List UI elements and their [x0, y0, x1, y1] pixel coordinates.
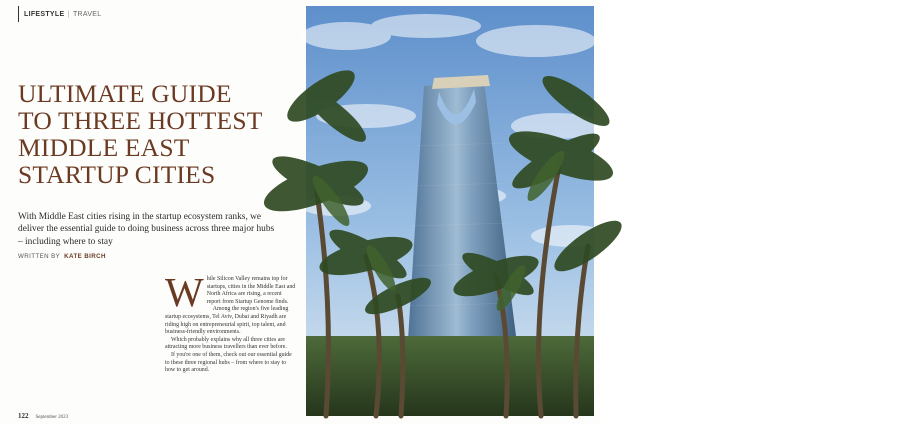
drop-cap: W	[165, 269, 204, 315]
section-rule	[18, 6, 19, 22]
standfirst: With Middle East cities rising in the startup ecosystem ranks, we deliver the essential guide to doing business across three major hubs – including where to stay	[18, 212, 275, 247]
section-separator: |	[67, 11, 70, 18]
body-column	[165, 269, 297, 375]
folio	[18, 405, 68, 423]
headline-line: MIDDLE EAST	[18, 133, 190, 162]
photo-illustration	[306, 6, 594, 416]
article-headline	[18, 80, 298, 188]
byline	[18, 253, 106, 260]
page-number: 122	[18, 412, 29, 420]
body-paragraph: Which probably explains why all three cities are attracting more business travellers than ever before.	[165, 336, 287, 351]
headline-line: STARTUP CITIES	[18, 160, 216, 189]
issue-date: September 2023	[35, 415, 69, 420]
section-subcategory: TRAVEL	[72, 11, 102, 18]
body-paragraph: Among the region's five leading startup ecosystems, Tel Aviv, Dubai and Riyadh are riding high on entrepreneurial spirit, top talent, and business-friendly environments.	[165, 306, 289, 336]
section-label	[24, 11, 101, 18]
ground	[306, 336, 594, 416]
byline-author: KATE BIRCH	[64, 253, 106, 260]
byline-prefix: WRITTEN BY	[18, 253, 61, 260]
body-paragraph: hile Silicon Valley remains top for startups, cities in the Middle East and North Africa are rising, a recent report from Startup Genome finds.	[206, 276, 296, 305]
body-paragraph: If you're one of them, check out our essential guide to these three regional hubs – from where to stay to how to get around.	[165, 351, 292, 374]
hero-photo	[306, 6, 898, 416]
photo-caption: Four Seasons Hotel Riyadh	[870, 380, 898, 391]
headline-line: TO THREE HOTTEST	[18, 106, 263, 135]
headline-line: ULTIMATE GUIDE	[18, 79, 232, 108]
section-category: LIFESTYLE	[24, 11, 65, 18]
